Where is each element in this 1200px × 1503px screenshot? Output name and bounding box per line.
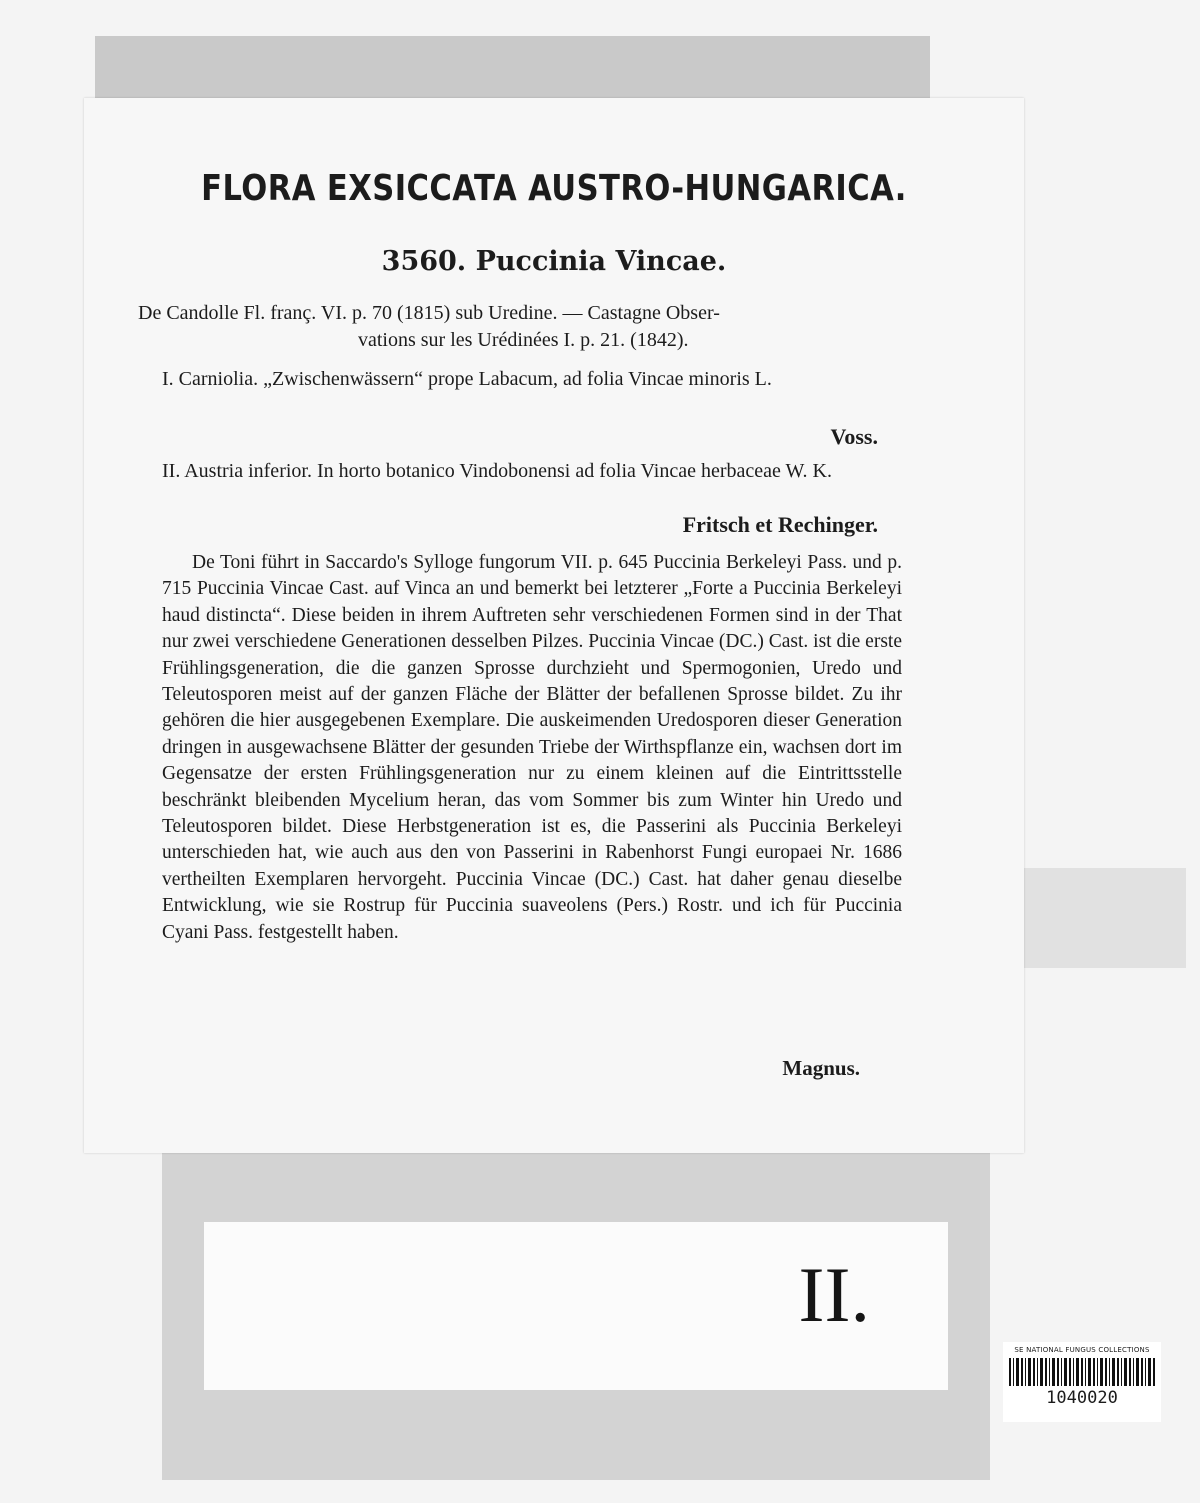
- commentary-author: Magnus.: [782, 1056, 860, 1080]
- commentary: De Toni führt in Saccardo's Sylloge fungorum VII. p. 645 Puccinia Berkeleyi Pass. und p. 715 Puccinia Vincae Cast. auf Vinca an und bemerkt bei letzterer „Forte a Puccinia Berkeleyi haud distincta“. Diese beiden in ihrem Auftreten sehr verschiedenen Formen sind in der That nur zwei verschiedene Generationen desselben Pilzes. Puccinia Vincae (DC.) Cast. ist die erste Frühlingsgeneration, die die ganzen Sprosse durchzieht und Spermogonien, Uredo und Teleutosporen meist auf der ganzen Fläche der Blätter der befallenen Sprosse bildet. Zu ihr gehören die hier ausgegebenen Exemplare. Die auskeimenden Uredosporen dieser Generation dringen in ausgewachsene Blätter der gesunden Triebe der Wirthspflanze ein, wachsen dort im Gegensatze der ersten Frühlingsgeneration nur zu einem kleinen auf die Eintrittsstelle beschränkt bleibenden Mycelium heran, das vom Sommer bis zum Winter hin Uredo und Teleutosporen bildet. Diese Herbstgeneration ist es, die Passerini als Puccinia Berkeleyi unterschieden hat, wie auch aus den von Passerini in Rabenhorst Fungi europaei Nr. 1686 vertheilten Exemplaren hervorgeht. Puccinia Vincae (DC.) Cast. hat daher genau dieselbe Entwicklung, wie sie Rostrup für Puccinia suaveolens (Pers.) Rostr. und ich für Puccinia Cyani Pass. festgestellt haben.: [162, 552, 902, 943]
- citation-line-1: De Candolle Fl. franç. VI. p. 70 (1815) sub Uredine. — Castagne Obser-: [138, 302, 720, 324]
- barcode-institution: SE NATIONAL FUNGUS COLLECTIONS: [1014, 1346, 1150, 1354]
- label-header: FLORA EXSICCATA AUSTRO-HUNGARICA.: [201, 168, 907, 209]
- folder-numeral: II.: [798, 1251, 870, 1338]
- folder-label: [204, 1222, 948, 1390]
- barcode-bars: [1009, 1358, 1155, 1386]
- citation-line-2: vations sur les Urédinées I. p. 21. (1842).: [358, 328, 689, 351]
- barcode-number: 1040020: [1046, 1388, 1118, 1408]
- specimen-label: [84, 98, 1024, 1153]
- barcode-label: [1003, 1342, 1161, 1422]
- collector-one: Voss.: [830, 424, 878, 449]
- species-title: 3560. Puccinia Vincae.: [381, 246, 727, 277]
- record-two: II. Austria inferior. In horto botanico Vindobonensi ad folia Vincae herbaceae W. K.: [162, 460, 832, 482]
- record-one: I. Carniolia. „Zwischenwässern“ prope Labacum, ad folia Vincae minoris L.: [162, 368, 772, 390]
- background-patch: [1018, 868, 1186, 968]
- collector-two: Fritsch et Rechinger.: [682, 512, 878, 537]
- citation: [138, 300, 904, 353]
